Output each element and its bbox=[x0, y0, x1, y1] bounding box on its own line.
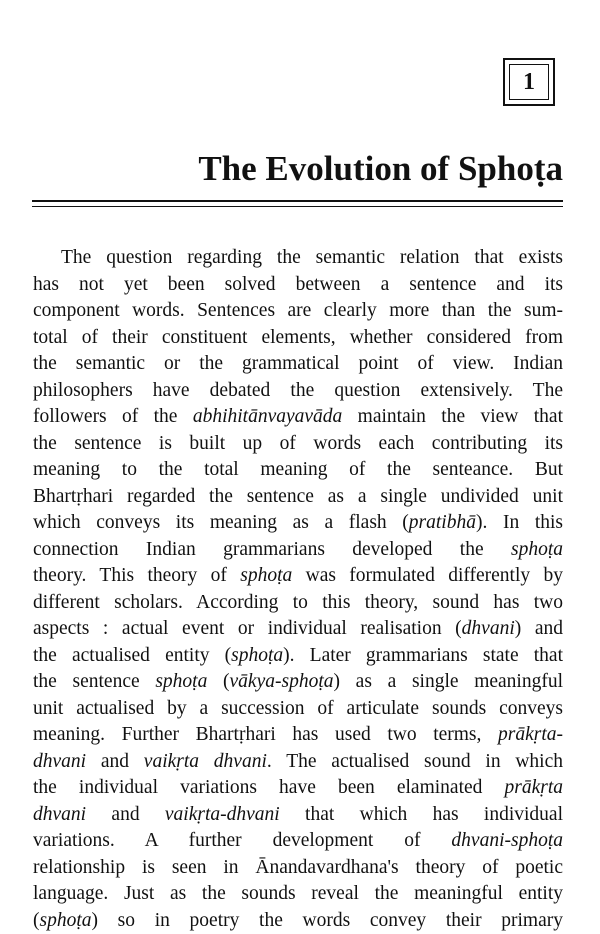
text-line: the individual variations have been elaminated prākṛta bbox=[33, 775, 563, 802]
text-line: theory. This theory of sphoṭa was formulated differently by bbox=[33, 563, 563, 590]
text-line: unit actualised by a succession of articulate sounds conveys bbox=[33, 696, 563, 723]
text-line: meaning to the total meaning of the senteance. But bbox=[33, 457, 563, 484]
text-line: the actualised entity (sphoṭa). Later grammarians state that bbox=[33, 643, 563, 670]
text-line: the semantic or the grammatical point of view. Indian bbox=[33, 351, 563, 378]
text-line: total of their constituent elements, whether considered from bbox=[33, 325, 563, 352]
title-rule-thin bbox=[32, 206, 563, 207]
text-line: The question regarding the semantic relation that exists bbox=[33, 245, 563, 272]
chapter-number-box bbox=[503, 58, 555, 106]
text-line: the sentence is built up of words each contributing its bbox=[33, 431, 563, 458]
body-paragraph bbox=[33, 245, 563, 934]
title-rule-thick bbox=[32, 200, 563, 202]
text-line: variations. A further development of dhvani-sphoṭa bbox=[33, 828, 563, 855]
text-line: meaning. Further Bhartṛhari has used two terms, prākṛta- bbox=[33, 722, 563, 749]
text-line: different scholars. According to this theory, sound has two bbox=[33, 590, 563, 617]
text-line: language. Just as the sounds reveal the meaningful entity bbox=[33, 881, 563, 908]
text-line: dhvani and vaikṛta-dhvani that which has individual bbox=[33, 802, 563, 829]
text-line: dhvani and vaikṛta dhvani. The actualised sound in which bbox=[33, 749, 563, 776]
text-line: the sentence sphoṭa (vākya-sphoṭa) as a single meaningful bbox=[33, 669, 563, 696]
text-line: component words. Sentences are clearly more than the sum- bbox=[33, 298, 563, 325]
text-line: relationship is seen in Ānandavardhana's theory of poetic bbox=[33, 855, 563, 882]
text-line: has not yet been solved between a sentence and its bbox=[33, 272, 563, 299]
chapter-title: The Evolution of Sphoṭa bbox=[198, 145, 563, 193]
text-line: connection Indian grammarians developed the sphoṭa bbox=[33, 537, 563, 564]
chapter-number: 1 bbox=[509, 64, 549, 100]
text-line: aspects : actual event or individual realisation (dhvani) and bbox=[33, 616, 563, 643]
text-line: (sphoṭa) so in poetry the words convey their primary bbox=[33, 908, 563, 934]
text-line: followers of the abhihitānvayavāda maintain the view that bbox=[33, 404, 563, 431]
text-line: philosophers have debated the question extensively. The bbox=[33, 378, 563, 405]
text-line: Bhartṛhari regarded the sentence as a single undivided unit bbox=[33, 484, 563, 511]
text-line: which conveys its meaning as a flash (pratibhā). In this bbox=[33, 510, 563, 537]
